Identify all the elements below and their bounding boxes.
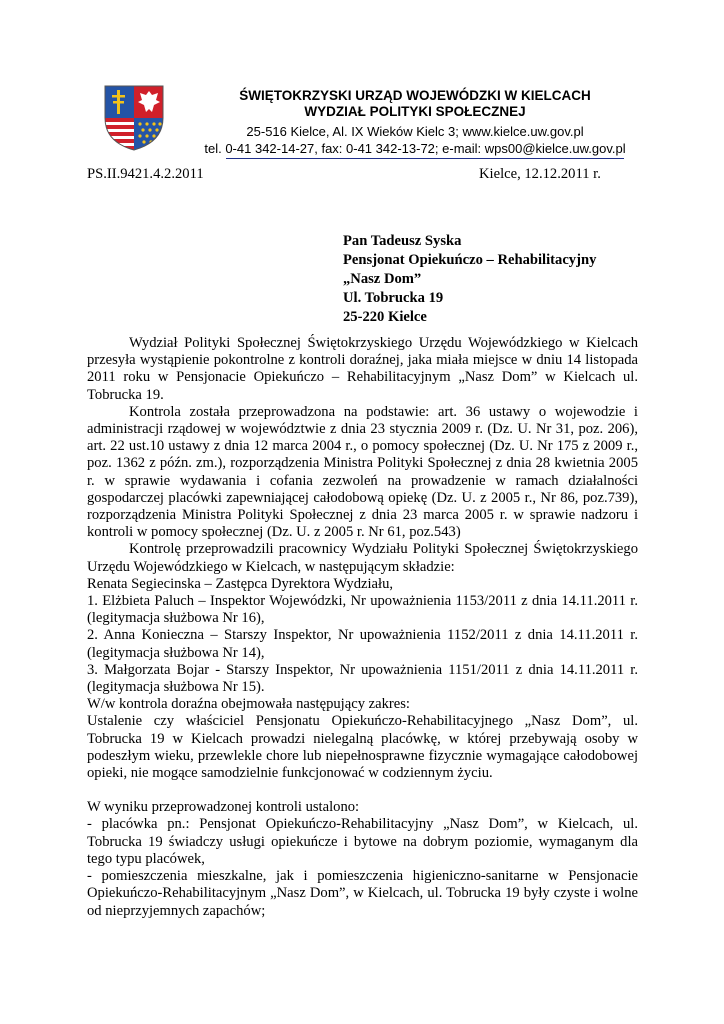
reference-number: PS.II.9421.4.2.2011 [87,166,204,182]
inspector-item-1: 1. Elżbieta Paluch – Inspektor Wojewódzki, Nr upoważnienia 1153/2011 z dnia 14.11.2011 r. (legitymacja służbowa Nr 16), [87,593,638,627]
finding-item-2: - pomieszczenia mieszkalne, jak i pomieszczenia higieniczno-sanitarne w Pensjonacie Opiekuńczo-Rehabilitacyjnym „Nasz Dom”, w Kielcach, ul. Tobrucka 19 były czyste i wolne od nieprzyjemnych zapachów; [87,868,638,919]
addressee-street: Ul. Tobrucka 19 [343,290,444,306]
letterhead [195,88,635,157]
office-contact: tel. 0-41 342-14-27, fax: 0-41 342-13-72; e-mail: wps00@kielce.uw.gov.pl [204,141,626,156]
addressee-name: Pan Tadeusz Syska [343,233,462,249]
addressee-block [343,232,596,327]
inspector-item-3: 3. Małgorzata Bojar - Starszy Inspektor, Nr upoważnienia 1151/2011 z dnia 14.11.2011 r. (legitymacja służbowa Nr 15). [87,661,638,696]
header-divider [226,158,624,159]
inspector-item-2: 2. Anna Konieczna – Starszy Inspektor, Nr upoważnienia 1152/2011 z dnia 14.11.2011 r. (legitymacja służbowa Nr 14), [87,627,638,661]
department-name: WYDZIAŁ POLITYKI SPOŁECZNEJ [304,104,526,119]
scope-heading: W/w kontrola doraźna obejmowała następujący zakres: [87,696,410,713]
finding-item-1: - placówka pn.: Pensjonat Opiekuńczo-Rehabilitacyjny „Nasz Dom”, w Kielcach, ul. Tobrucka 19 świadczy usługi opiekuńcze i bytowe na dobrym poziomie, wymaganym dla tego typu placówek, [87,816,638,867]
paragraph-intro: Wydział Polityki Społecznej Świętokrzyskiego Urzędu Wojewódzkiego w Kielcach przesyła wystąpienie pokontrolne z kontroli doraźnej, jaka miała miejsce w dniu 14 listopada 2011 roku w Pensjonacie Opiekuńczo – Rehabilitacyjnym „Nasz Dom” w Kielcach ul. Tobrucka 19. [87,335,638,403]
letter-body [87,335,638,920]
paragraph-legal-basis: Kontrola została przeprowadzona na podstawie: art. 36 ustawy o wojewodzie i administracji rządowej w województwie z dnia 23 stycznia 2009 r. (Dz. U. Nr 31, poz. 206), art. 22 ust.10 ustawy z dnia 12 marca 2004 r., o pomocy społecznej (Dz. U. Nr 175 z 2009 r., poz. 1362 z późn. zm.), rozporządzenia Ministra Polityki Społecznej z dnia 28 kwietnia 2005 r. w sprawie wydawania i cofania zezwoleń na prowadzenie w ramach działalności gospodarczej placówki zapewniającej całodobową opiekę (Dz. U. z 2005 r., Nr 86, poz.739), rozporządzenia Ministra Polityki Społecznej z dnia 23 marca 2005 r. w sprawie nadzoru i kontroli w pomocy społecznej (Dz. U. z 2005 r. Nr 61, poz.543) [87,403,638,541]
office-address: 25-516 Kielce, Al. IX Wieków Kielc 3; www.kielce.uw.gov.pl [246,124,584,139]
inspector-lead: Renata Segiecinska – Zastępca Dyrektora Wydziału, [87,575,394,592]
letter-date: Kielce, 12.12.2011 r. [479,166,601,182]
coat-of-arms-icon [103,84,165,152]
findings-heading: W wyniku przeprowadzonej kontroli ustalono: [87,799,360,816]
addressee-institution-name: „Nasz Dom” [343,271,422,287]
office-name: ŚWIĘTOKRZYSKI URZĄD WOJEWÓDZKI W KIELCACH [239,88,591,103]
addressee-city: 25-220 Kielce [343,309,427,325]
paragraph-inspectors: Kontrolę przeprowadzili pracownicy Wydziału Polityki Społecznej Świętokrzyskiego Urzędu Wojewódzkiego w Kielcach, w następującym składzie: [87,541,638,575]
scope-description: Ustalenie czy właściciel Pensjonatu Opiekuńczo-Rehabilitacyjnego „Nasz Dom”, ul. Tobrucka 19 w Kielcach prowadzi nielegalną placówkę, w której przebywają osoby w podeszłym wieku, przewlekle chore lub niepełnosprawne fizycznie wymagające całodobowej opieki, nie mogące samodzielnie funkcjonować w codziennym życiu. [87,713,638,782]
addressee-institution: Pensjonat Opiekuńczo – Rehabilitacyjny [343,252,597,268]
